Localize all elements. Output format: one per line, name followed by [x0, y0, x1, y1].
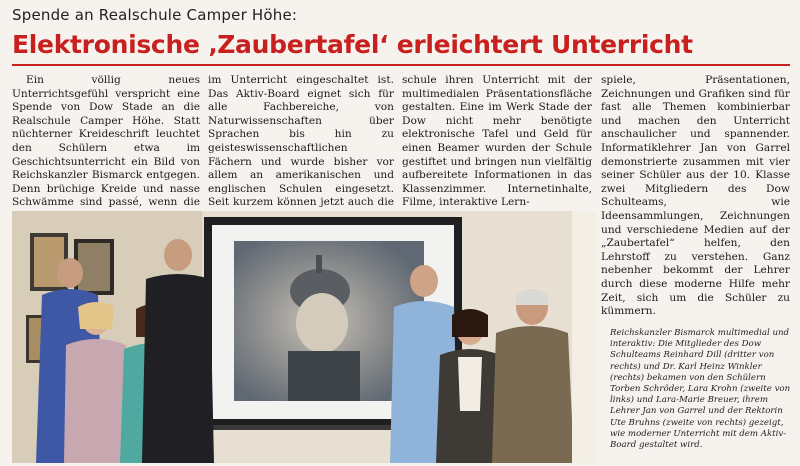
- person-2-body: [64, 339, 128, 463]
- article-text-4: spiele, Präsentationen, Zeichnungen und Grafiken sind für fast alle Themen kombinierbar und machen den Unterricht anschaulicher und spannender. Informatiklehrer Jan von Garrel demonstrierte zusammen mit vier seiner Schüler aus der 10. Klasse zwei Mitgliedern des Dow Schulteams, wie Ideensammlungen, Zeichnungen und verschiedene Medien auf der „Zaubertafel“ helfen, den Lehrstoff zu verstehen. Ganz nebenher bekommt der Lehrer durch diese moderne Hilfe mehr Zeit, sich um die Schüler zu kümmern.: [601, 74, 790, 318]
- person-6-hair: [452, 309, 488, 337]
- person-4-head: [164, 239, 192, 271]
- article-text-3: schule ihren Unterricht mit der multimedialen Präsentationsfläche gestalten. Eine im Werk Stade der Dow nicht mehr benötigte elektronische Tafel und Geld für einen Beamer wurden der Schule gestiftet und bringen nun vielfältig aufbereitete Informationen in das Klassenzimmer. Internetinhalte, Filme, interaktive Lern-: [402, 74, 592, 209]
- helmet-spike: [316, 255, 322, 273]
- painting-2: [78, 243, 110, 291]
- classroom-photo-illustration: [12, 211, 596, 463]
- person-4-body: [142, 274, 214, 463]
- uniform: [288, 351, 360, 401]
- person-6-blouse: [458, 357, 482, 411]
- person-7-body: [492, 326, 574, 463]
- classroom-photo: [12, 211, 596, 463]
- face: [296, 293, 348, 353]
- article-column-3: [402, 74, 592, 210]
- photo-caption: Reichskanzler Bismarck multimedial und interaktiv: Die Mitglieder des Dow Schulteams Reinhard Dill (dritter von rechts) und Dr. Karl Heinz Winkler (rechts) bekamen von den Schülern Torben Schröder, Lara Krohn (zweite von links) und Lara-Marie Breuer, ihrem Lehrer Jan von Garrel und der Rektorin Ute Bruhns (zweite von rechts) gezeigt, wie moderner Unterricht mit dem Aktiv-Board gestaltet wird.: [610, 328, 791, 451]
- person-5-head: [410, 265, 438, 297]
- article-text-1: Ein völlig neues Unterrichtsgefühl verspricht eine Spende von Dow Stade an die Realschule Camper Höhe. Statt nüchterner Kreideschrift leuchtet den Schülern etwa im Geschichtsunterricht ein Bild von Reichskanzler Bismarck entgegen. Denn brüchige Kreide und nasse Schwämme sind passé, wenn die: [12, 74, 200, 209]
- person-2-hair: [78, 302, 114, 329]
- person-1-head: [57, 258, 83, 288]
- article-column-4: [601, 74, 790, 319]
- article-text-2: im Unterricht eingeschaltet ist. Das Aktiv-Board eignet sich für alle Fachbereiche, von Naturwissenschaften über Sprachen bis hin zu geisteswissenschaftlichen Fächern und wurde bisher vor allem an amerikanischen und englischen Schulen eingesetzt. Seit kurzem können jetzt auch die: [208, 74, 394, 209]
- headline-rule: [12, 64, 790, 66]
- window-light: [572, 211, 596, 463]
- headline: Elektronische ‚Zaubertafel‘ erleichtert Unterricht: [12, 30, 693, 59]
- kicker: Spende an Realschule Camper Höhe:: [12, 6, 298, 24]
- article-column-1: [12, 74, 200, 224]
